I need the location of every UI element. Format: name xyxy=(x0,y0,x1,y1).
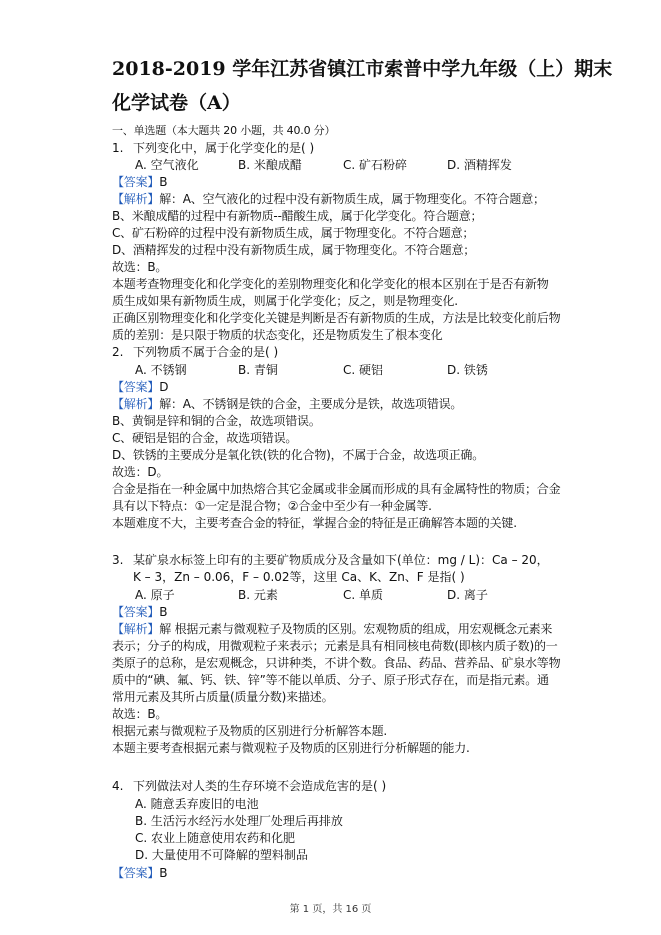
question-1-option-c: C. 矿石粉碎 xyxy=(343,158,408,172)
question-2-option-d: D. 铁锈 xyxy=(447,363,488,377)
answer-label: 【答案】 xyxy=(112,605,160,619)
question-2-analysis-line: 合金是指在一种金属中加热熔合其它金属或非金属而形成的具有金属特性的物质；合金 xyxy=(112,482,561,496)
section-heading: 一、单选题（本大题共 20 小题，共 40.0 分） xyxy=(112,124,336,137)
question-3-answer xyxy=(112,604,167,620)
question-1-option-b: B. 米酿成醋 xyxy=(238,158,302,172)
question-1-stem: 下列变化中，属于化学变化的是( ) xyxy=(133,141,315,155)
question-2-analysis-line: B、黄铜是锌和铜的合金，故选项错误。 xyxy=(112,414,321,428)
question-2-option-b: B. 青铜 xyxy=(238,363,278,377)
question-2-option-c: C. 硬铝 xyxy=(343,363,384,377)
question-2-answer xyxy=(112,379,168,395)
answer-value: B xyxy=(159,175,168,189)
question-1-number: 1. xyxy=(112,141,124,155)
question-2-analysis-line: 故选：D。 xyxy=(112,465,169,479)
question-4-option-a: A. 随意丢弃废旧的电池 xyxy=(135,797,259,811)
question-3-stem-line-2: K – 3，Zn – 0.06，F – 0.02等，这里 Ca、K、Zn、F 是指( ) xyxy=(133,570,465,584)
question-1-answer xyxy=(112,174,167,190)
document-title-line-1: 2018-2019 学年江苏省镇江市索普中学九年级（上）期末 xyxy=(112,58,613,80)
question-4-option-c: C. 农业上随意使用农药和化肥 xyxy=(135,831,296,845)
question-2-analysis-line: C、硬铝是铝的合金，故选项错误。 xyxy=(112,431,298,445)
question-3-option-c: C. 单质 xyxy=(343,588,384,602)
analysis-label: 【解析】 xyxy=(112,397,160,411)
question-3-option-b: B. 元素 xyxy=(238,588,278,602)
question-4-number: 4. xyxy=(112,779,124,793)
analysis-text: 解 根据元素与微观粒子及物质的区别。宏观物质的组成，用宏观概念元素来 xyxy=(159,622,553,636)
question-1-analysis-line xyxy=(112,191,545,207)
question-1-option-d: D. 酒精挥发 xyxy=(447,158,512,172)
question-1-analysis-line: 故选：B。 xyxy=(112,260,168,274)
question-3-analysis-line: 本题主要考查根据元素与微观粒子及物质的区别进行分析解题的能力. xyxy=(112,741,470,755)
document-title-line-2: 化学试卷（A） xyxy=(112,92,241,114)
question-1-analysis-line: 本题考查物理变化和化学变化的差别物理变化和化学变化的根本区别在于是否有新物 xyxy=(112,277,549,291)
question-1-analysis-line: C、矿石粉碎的过程中没有新物质生成，属于物理变化。不符合题意； xyxy=(112,226,475,240)
question-3-analysis-line: 质中的“碘、氟、钙、铁、锌”等不能以单质、分子、原子形式存在，而是指元素。通 xyxy=(112,673,549,687)
question-2-analysis-line: D、铁锈的主要成分是氧化铁(铁的化合物)，不属于合金，故选项正确。 xyxy=(112,448,485,462)
question-3-option-d: D. 离子 xyxy=(447,588,488,602)
answer-value: B xyxy=(159,866,168,880)
question-3-analysis-line: 类原子的总称，是宏观概念，只讲种类，不讲个数。食品、药品、营养品、矿泉水等物 xyxy=(112,656,561,670)
question-4-option-b: B. 生活污水经污水处理厂处理后再排放 xyxy=(135,814,343,828)
analysis-text: 解：A、空气液化的过程中没有新物质生成，属于物理变化。不符合题意； xyxy=(159,192,545,206)
answer-label: 【答案】 xyxy=(112,380,160,394)
question-3-analysis-line xyxy=(112,621,552,637)
question-2-analysis-line: 本题难度不大，主要考查合金的特征，掌握合金的特征是正确解答本题的关键. xyxy=(112,516,517,530)
question-2-analysis-line: 具有以下特点：①一定是混合物；②合金中至少有一种金属等. xyxy=(112,499,432,513)
question-3-stem-line-1: 某矿泉水标签上印有的主要矿物质成分及含量如下(单位：mg / L)：Ca – 20， xyxy=(133,553,549,567)
question-2-analysis-line xyxy=(112,396,462,412)
question-3-analysis-line: 常用元素及其所占质量(质量分数)来描述。 xyxy=(112,690,334,704)
answer-label: 【答案】 xyxy=(112,866,160,880)
question-4-option-d: D. 大量使用不可降解的塑料制品 xyxy=(135,848,308,862)
question-3-analysis-line: 根据元素与微观粒子及物质的区别进行分析解答本题. xyxy=(112,724,388,738)
question-1-analysis-line: D、酒精挥发的过程中没有新物质生成，属于物理变化。不符合题意； xyxy=(112,243,476,257)
analysis-text: 解：A、不锈钢是铁的合金，主要成分是铁，故选项错误。 xyxy=(159,397,463,411)
question-3-analysis-line: 故选：B。 xyxy=(112,707,168,721)
question-2-stem: 下列物质不属于合金的是( ) xyxy=(133,345,279,359)
question-2-option-a: A. 不锈钢 xyxy=(135,363,187,377)
question-1-analysis-line: 质的差别：是只限于物质的状态变化，还是物质发生了根本变化 xyxy=(112,328,443,342)
answer-label: 【答案】 xyxy=(112,175,160,189)
question-3-analysis-line: 表示；分子的构成，用微观粒子来表示；元素是具有相同核电荷数(即核内质子数)的一 xyxy=(112,639,558,653)
page-footer: 第 1 页，共 16 页 xyxy=(289,904,372,915)
question-4-answer xyxy=(112,865,167,881)
question-4-stem: 下列做法对人类的生存环境不会造成危害的是( ) xyxy=(133,779,387,793)
answer-value: D xyxy=(159,380,169,394)
question-1-option-a: A. 空气液化 xyxy=(135,158,199,172)
question-1-analysis-line: 质生成如果有新物质生成，则属于化学变化；反之，则是物理变化. xyxy=(112,294,458,308)
question-1-analysis-line: B、米酿成醋的过程中有新物质--醋酸生成，属于化学变化。符合题意； xyxy=(112,209,483,223)
analysis-label: 【解析】 xyxy=(112,622,160,636)
question-1-analysis-line: 正确区别物理变化和化学变化关键是判断是否有新物质的生成，方法是比较变化前后物 xyxy=(112,311,561,325)
question-3-number: 3. xyxy=(112,553,124,567)
analysis-label: 【解析】 xyxy=(112,192,160,206)
answer-value: B xyxy=(159,605,168,619)
question-3-option-a: A. 原子 xyxy=(135,588,175,602)
question-2-number: 2. xyxy=(112,345,124,359)
